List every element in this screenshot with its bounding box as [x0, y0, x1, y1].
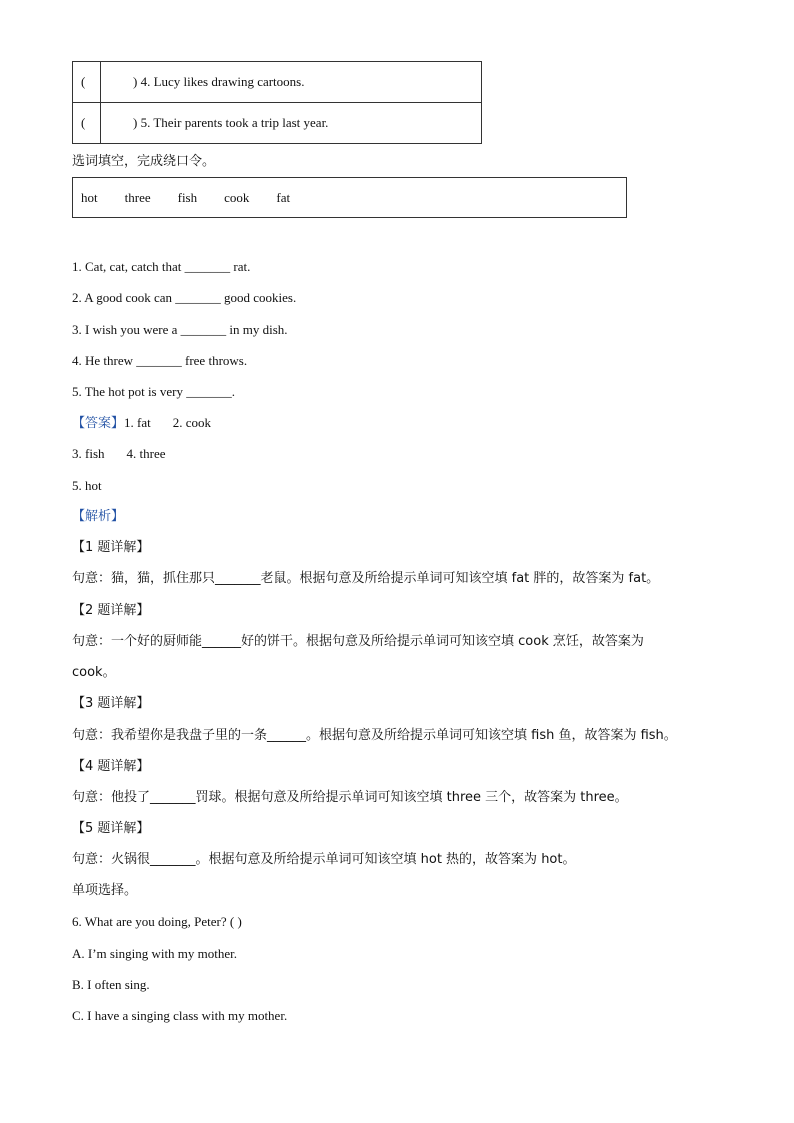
true-false-table	[72, 61, 482, 144]
question-2: 2. A good cook can _______ good cookies.	[72, 290, 297, 305]
detail-title-3: 【3 题详解】	[72, 696, 150, 711]
detail-title-1: 【1 题详解】	[72, 540, 150, 555]
question-6: 6. What are you doing, Peter? ( )	[72, 914, 242, 929]
detail-title-2: 【2 题详解】	[72, 603, 150, 618]
answer-4: 4. three	[126, 446, 166, 461]
choice-instruction: 单项选择。	[72, 883, 138, 898]
answer-2: 2. cook	[172, 415, 212, 430]
analysis-tag: 【解析】	[72, 509, 125, 524]
detail-title-5: 【5 题详解】	[72, 821, 150, 836]
word-bank-item: fish	[177, 189, 198, 205]
option-c: C. I have a singing class with my mother.	[72, 1008, 288, 1023]
answer-paren: (	[73, 62, 101, 103]
question-5: 5. The hot pot is very _______.	[72, 384, 235, 399]
question-4: 4. He threw _______ free throws.	[72, 353, 248, 368]
fill-instruction: 选词填空，完成绕口令。	[72, 154, 216, 169]
word-bank-item: three	[124, 189, 151, 205]
answer-3: 3. fish	[72, 446, 105, 461]
word-bank-item: cook	[224, 189, 250, 205]
detail-text-1: 句意：猫，猫，抓住那只_______老鼠。根据句意及所给提示单词可知该空填 fat 胖的，故答案为 fat。	[72, 571, 660, 586]
table-row	[73, 103, 482, 144]
detail-text-3: 句意：我希望你是我盘子里的一条______。根据句意及所给提示单词可知该空填 fish 鱼，故答案为 fish。	[72, 728, 677, 743]
detail-text-4: 句意：他投了_______罚球。根据句意及所给提示单词可知该空填 three 三个，故答案为 three。	[72, 790, 628, 805]
table-row	[73, 62, 482, 103]
answer-line-2	[72, 445, 165, 463]
detail-text-2: 句意：一个好的厨师能______好的饼干。根据句意及所给提示单词可知该空填 cook 烹饪，故答案为	[72, 634, 644, 649]
detail-title-4: 【4 题详解】	[72, 759, 150, 774]
answer-5: 5. hot	[72, 478, 102, 493]
answer-1: 1. fat	[124, 415, 151, 430]
detail-text-5: 句意：火锅很_______。根据句意及所给提示单词可知该空填 hot 热的，故答案为 hot。	[72, 852, 576, 867]
word-bank	[72, 177, 627, 218]
question-3: 3. I wish you were a _______ in my dish.	[72, 322, 288, 337]
detail-text-2-cont: cook。	[72, 665, 116, 680]
statement-text: ) 5. Their parents took a trip last year.	[101, 103, 482, 144]
option-b: B. I often sing.	[72, 977, 150, 992]
option-a: A. I’m singing with my mother.	[72, 946, 238, 961]
answer-tag: 【答案】	[72, 416, 125, 431]
statement-text: ) 4. Lucy likes drawing cartoons.	[101, 62, 482, 103]
answer-line-1	[72, 414, 211, 433]
question-1: 1. Cat, cat, catch that _______ rat.	[72, 259, 251, 274]
word-bank-item: fat	[276, 189, 291, 205]
answer-paren: (	[73, 103, 101, 144]
word-bank-item: hot	[81, 189, 98, 205]
